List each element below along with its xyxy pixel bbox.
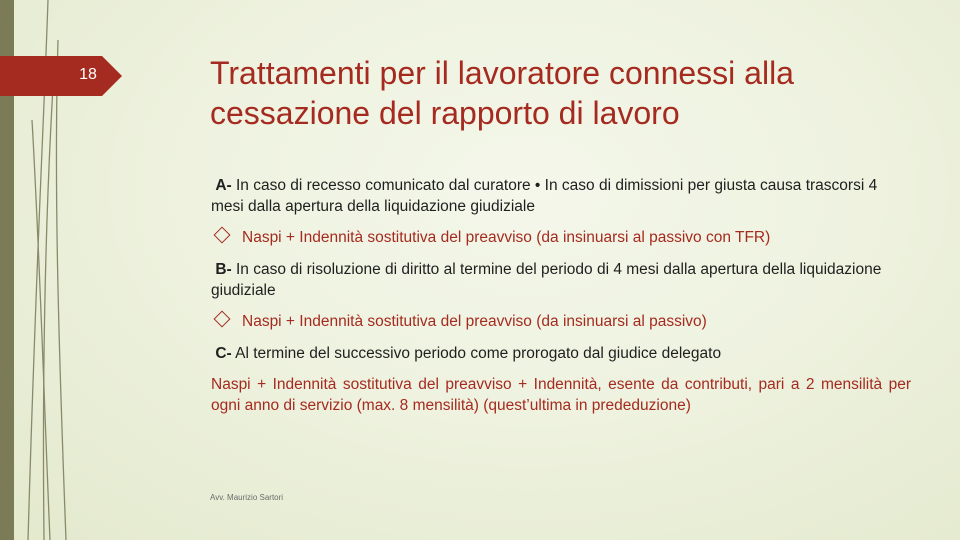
section-c-text: Al termine del successivo periodo come prorogato dal giudice delegato <box>231 345 722 362</box>
section-c-detail: Naspi + Indennità sostitutiva del preavviso + Indennità, esente da contributi, pari a 2 mensilità per ogni anno di servizio (max. 8 mensilità) (quest’ultima in prededuzione) <box>211 376 911 414</box>
slide-title: Trattamenti per il lavoratore connessi alla cessazione del rapporto di lavoro <box>210 55 794 131</box>
slide-number-tab <box>0 56 122 96</box>
bullet-b <box>214 311 914 332</box>
slide-number: 18 <box>79 66 97 83</box>
section-a-text: In caso di recesso comunicato dal curatore • In caso di dimissioni per giusta causa trascorsi 4 mesi dalla apertura della liquidazione giudiziale <box>211 177 878 215</box>
diamond-outline-icon <box>214 227 231 244</box>
section-b-text: In caso di risoluzione di diritto al termine del periodo di 4 mesi dalla apertura della liquidazione giudiziale <box>211 261 882 299</box>
section-b-label: B- <box>215 261 232 278</box>
section-b-paragraph <box>211 259 911 301</box>
bullet-b-text: Naspi + Indennità sostitutiva del preavviso (da insinuarsi al passivo) <box>242 313 707 330</box>
section-a-label: A- <box>215 177 232 194</box>
section-c-label: C- <box>215 345 232 362</box>
bullet-a-text: Naspi + Indennità sostitutiva del preavviso (da insinuarsi al passivo con TFR) <box>242 229 771 246</box>
diamond-outline-icon <box>214 311 231 328</box>
footer-author: Avv. Maurizio Sartori <box>210 493 284 502</box>
section-a-paragraph <box>211 175 911 217</box>
bullet-a <box>214 227 914 248</box>
section-c-paragraph <box>211 343 911 364</box>
